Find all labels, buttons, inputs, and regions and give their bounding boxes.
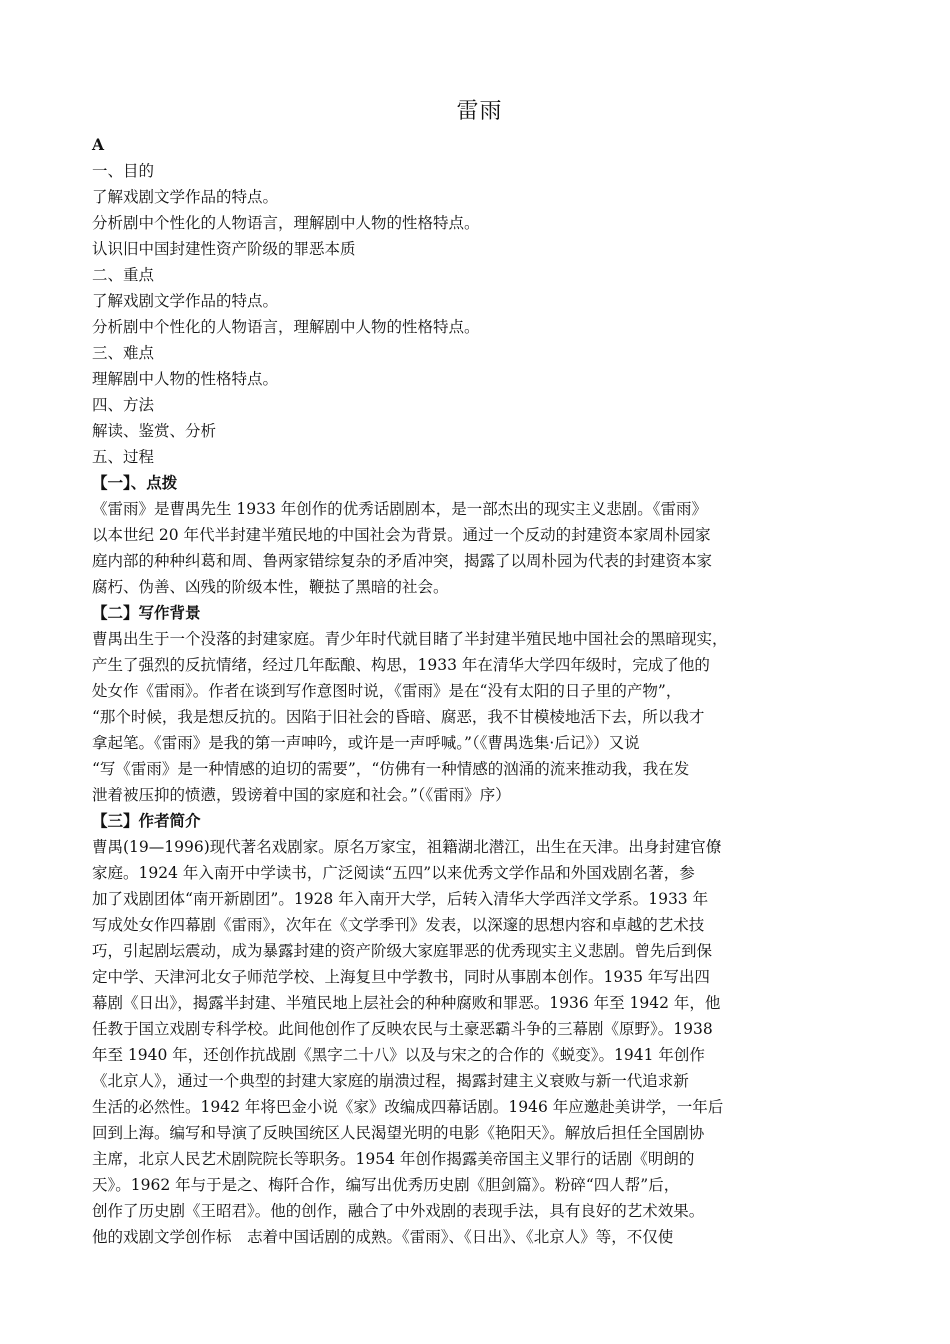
subsection-heading-background: 【二】写作背景 [92,603,201,622]
paragraph-line: 《雷雨》是曹禺先生 1933 年创作的优秀话剧剧本，是一部杰出的现实主义悲剧。《雷雨》 [92,500,708,518]
section-heading-method: 四、方法 [92,396,155,414]
paragraph-line: 任教于国立戏剧专科学校。此间他创作了反映农民与土豪恶霸斗争的三幕剧《原野》。1938 [92,1020,713,1038]
purpose-item: 了解戏剧文学作品的特点。 [92,188,279,206]
paragraph-line: 加了戏剧团体“南开新剧团”。1928 年入南开大学，后转入清华大学西洋文学系。1933 年 [92,890,709,908]
section-heading-key-points: 二、重点 [92,266,155,284]
section-marker: A [92,135,105,154]
method-item: 解读、鉴赏、分析 [92,422,217,440]
paragraph-line: 创作了历史剧《王昭君》。他的创作，融合了中外戏剧的表现手法，具有良好的艺术效果。 [92,1202,705,1220]
paragraph-line: 写成处女作四幕剧《雷雨》，次年在《文学季刊》发表，以深邃的思想内容和卓越的艺术技 [92,916,705,934]
paragraph-line: 拿起笔。《雷雨》是我的第一声呻吟，或许是一声呼喊。”（《曹禺选集·后记》）又说 [92,734,640,752]
section-heading-difficulty: 三、难点 [92,344,155,362]
document-page [92,96,867,1250]
paragraph-line: 定中学、天津河北女子师范学校、上海复旦中学教书，同时从事剧本创作。1935 年写出四 [92,968,710,986]
section-heading-purpose: 一、目的 [92,162,155,180]
paragraph-line: 他的戏剧文学创作标 志着中国话剧的成熟。《雷雨》、《日出》、《北京人》等，不仅使 [92,1228,674,1246]
paragraph-line: 主席，北京人民艺术剧院院长等职务。1954 年创作揭露美帝国主义罪行的话剧《明朗的 [92,1150,695,1168]
paragraph-line: 腐朽、伪善、凶残的阶级本性，鞭挞了黑暗的社会。 [92,578,449,596]
purpose-item: 分析剧中个性化的人物语言，理解剧中人物的性格特点。 [92,214,480,232]
paragraph-line: 巧，引起剧坛震动，成为暴露封建的资产阶级大家庭罪恶的优秀现实主义悲剧。曾先后到保 [92,942,713,960]
paragraph-line: 以本世纪 20 年代半封建半殖民地的中国社会为背景。通过一个反动的封建资本家周朴园家 [92,526,711,544]
key-point-item: 分析剧中个性化的人物语言，理解剧中人物的性格特点。 [92,318,480,336]
paragraph-line: 庭内部的种种纠葛和周、鲁两家错综复杂的矛盾冲突，揭露了以周朴园为代表的封建资本家 [92,552,713,570]
paragraph-line: 生活的必然性。1942 年将巴金小说《家》改编成四幕话剧。1946 年应邀赴美讲学，一年后 [92,1098,724,1116]
key-point-item: 了解戏剧文学作品的特点。 [92,292,279,310]
subsection-heading-author: 【三】作者简介 [92,811,201,830]
author-paragraph [92,834,867,1250]
background-paragraph [92,626,867,808]
paragraph-line: 曹禺(19—1996)现代著名戏剧家。原名万家宝，祖籍湖北潜江，出生在天津。出身封建官僚 [92,838,722,856]
paragraph-line: 幕剧《日出》，揭露半封建、半殖民地上层社会的种种腐败和罪恶。1936 年至 1942 年，他 [92,994,721,1012]
paragraph-line: 曹禺出生于一个没落的封建家庭。青少年时代就目睹了半封建半殖民地中国社会的黑暗现实， [92,630,728,648]
paragraph-line: 泄着被压抑的愤懑，毁谤着中国的家庭和社会。”（《雷雨》序） [92,786,511,804]
paragraph-line: 回到上海。编写和导演了反映国统区人民渴望光明的电影《艳阳天》。解放后担任全国剧协 [92,1124,705,1142]
difficulty-item: 理解剧中人物的性格特点。 [92,370,279,388]
document-title: 雷雨 [456,99,503,124]
guidance-paragraph [92,496,867,600]
section-heading-process: 五、过程 [92,448,155,466]
subsection-heading-guidance: 【一】、点拨 [92,473,178,492]
paragraph-line: 家庭。1924 年入南开中学读书，广泛阅读“五四”以来优秀文学作品和外国戏剧名著，参 [92,864,695,882]
paragraph-line: “那个时候，我是想反抗的。因陷于旧社会的昏暗、腐恶，我不甘模棱地活下去，所以我才 [92,708,705,726]
paragraph-line: 天》。1962 年与于是之、梅阡合作，编写出优秀历史剧《胆剑篇》。粉碎“四人帮”后， [92,1176,680,1194]
paragraph-line: “写《雷雨》是一种情感的迫切的需要”，“仿佛有一种情感的汹涌的流来推动我，我在发 [92,760,690,778]
paragraph-line: 年至 1940 年，还创作抗战剧《黑字二十八》以及与宋之的合作的《蜕变》。1941 年创作 [92,1046,705,1064]
paragraph-line: 处女作《雷雨》。作者在谈到写作意图时说，《雷雨》是在“没有太阳的日子里的产物”， [92,682,682,700]
paragraph-line: 《北京人》，通过一个典型的封建大家庭的崩溃过程，揭露封建主义衰败与新一代追求新 [92,1072,689,1090]
paragraph-line: 产生了强烈的反抗情绪，经过几年酝酿、构思，1933 年在清华大学四年级时，完成了他的 [92,656,710,674]
purpose-item: 认识旧中国封建性资产阶级的罪恶本质 [92,240,356,258]
